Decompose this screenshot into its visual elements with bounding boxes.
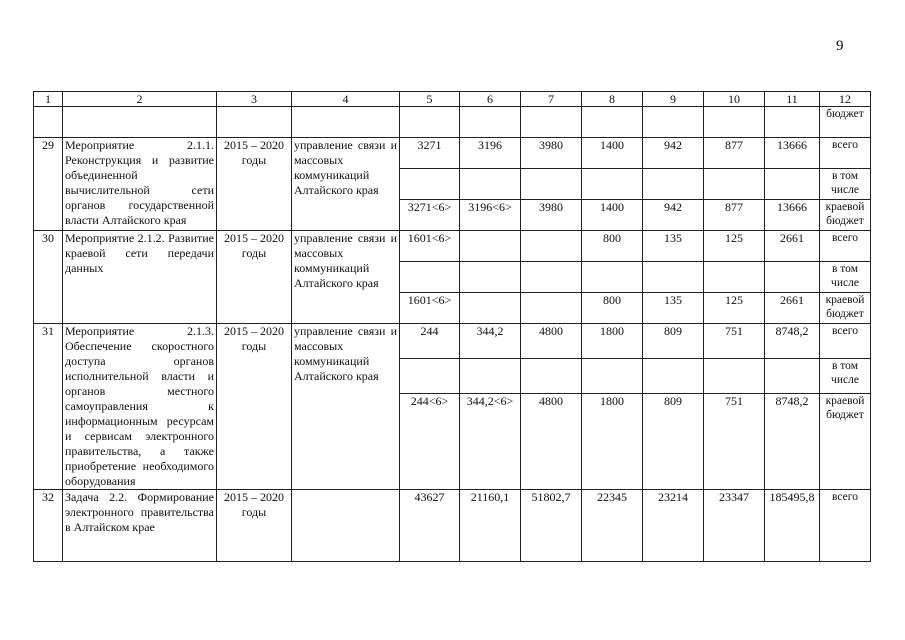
cell-value: [460, 262, 521, 293]
table-row: [34, 490, 871, 562]
cell-funding-type: краевой бюджет: [820, 293, 871, 324]
cell-period: 2015 – 2020 годы: [217, 138, 292, 231]
cell-funding-type: всего: [820, 324, 871, 359]
cell-executor: управление связи и массовых коммуникаций Алтайского края: [292, 138, 400, 231]
cell-value: 3196: [460, 138, 521, 169]
column-header: 8: [582, 92, 643, 107]
cell-value: [765, 169, 820, 200]
cell-empty: [521, 107, 582, 138]
cell-funding-type: в том числе: [820, 262, 871, 293]
cell-value: 135: [643, 293, 704, 324]
cell-value: [400, 169, 460, 200]
cell-executor: управление связи и массовых коммуникаций Алтайского края: [292, 231, 400, 324]
table-row: [34, 138, 871, 169]
page-number: 9: [836, 38, 844, 54]
cell-empty: [582, 107, 643, 138]
table-row: [34, 324, 871, 359]
cell-value: 344,2: [460, 324, 521, 359]
cell-value: 185495,8: [765, 490, 820, 562]
cell-value: [582, 169, 643, 200]
cell-value: 809: [643, 324, 704, 359]
cell-value: 1400: [582, 200, 643, 231]
cell-empty: [63, 107, 217, 138]
cell-row-number: 31: [34, 324, 63, 490]
cell-value: 21160,1: [460, 490, 521, 562]
cell-funding-type: бюджет: [820, 107, 871, 138]
cell-activity-name: Мероприятие 2.1.1. Реконструкция и развитие объединенной вычислительной сети органов государственной власти Алтайского края: [63, 138, 217, 231]
cell-value: [460, 358, 521, 393]
cell-value: 751: [704, 324, 765, 359]
cell-value: 877: [704, 200, 765, 231]
cell-value: 51802,7: [521, 490, 582, 562]
cell-value: 125: [704, 231, 765, 262]
cell-value: [460, 231, 521, 262]
cell-funding-type: всего: [820, 490, 871, 562]
cell-value: 3196<6>: [460, 200, 521, 231]
cell-value: [400, 358, 460, 393]
cell-value: 877: [704, 138, 765, 169]
cell-value: 3980: [521, 200, 582, 231]
cell-value: 23347: [704, 490, 765, 562]
cell-value: 135: [643, 231, 704, 262]
header-row: [34, 92, 871, 107]
cell-value: 8748,2: [765, 324, 820, 359]
cell-value: [643, 169, 704, 200]
cell-value: 800: [582, 231, 643, 262]
cell-value: [521, 169, 582, 200]
cell-value: 1601<6>: [400, 293, 460, 324]
cell-value: [521, 262, 582, 293]
column-header: 12: [820, 92, 871, 107]
column-header: 10: [704, 92, 765, 107]
cell-value: 2661: [765, 293, 820, 324]
cell-period: 2015 – 2020 годы: [217, 324, 292, 490]
cell-value: 942: [643, 138, 704, 169]
cell-value: 125: [704, 293, 765, 324]
cell-value: 942: [643, 200, 704, 231]
cell-empty: [34, 107, 63, 138]
cell-value: [765, 262, 820, 293]
cell-empty: [217, 107, 292, 138]
cell-empty: [643, 107, 704, 138]
cell-value: [521, 358, 582, 393]
cell-period: 2015 – 2020 годы: [217, 231, 292, 324]
cell-value: 3271: [400, 138, 460, 169]
cell-value: [704, 358, 765, 393]
cell-value: [704, 262, 765, 293]
cell-value: 244: [400, 324, 460, 359]
cell-value: 4800: [521, 393, 582, 489]
cell-empty: [400, 107, 460, 138]
cell-activity-name: Мероприятие 2.1.2. Развитие краевой сети передачи данных: [63, 231, 217, 324]
cell-value: 8748,2: [765, 393, 820, 489]
cell-empty: [765, 107, 820, 138]
cell-value: [460, 293, 521, 324]
column-header: 1: [34, 92, 63, 107]
cell-funding-type: в том числе: [820, 169, 871, 200]
cell-value: 43627: [400, 490, 460, 562]
cell-row-number: 32: [34, 490, 63, 562]
cell-value: [400, 262, 460, 293]
budget-table: [33, 91, 871, 562]
cell-value: 1800: [582, 393, 643, 489]
cell-value: [704, 169, 765, 200]
cell-executor: управление связи и массовых коммуникаций Алтайского края: [292, 324, 400, 490]
cell-value: 3980: [521, 138, 582, 169]
cell-period: 2015 – 2020 годы: [217, 490, 292, 562]
cell-value: 22345: [582, 490, 643, 562]
cell-value: [521, 231, 582, 262]
cell-activity-name: Задача 2.2. Формирование электронного правительства в Алтайском крае: [63, 490, 217, 562]
cell-funding-type: краевой бюджет: [820, 200, 871, 231]
cell-value: 4800: [521, 324, 582, 359]
cell-row-number: 30: [34, 231, 63, 324]
cell-value: 344,2<6>: [460, 393, 521, 489]
cell-value: [643, 358, 704, 393]
cell-value: 23214: [643, 490, 704, 562]
cell-empty: [704, 107, 765, 138]
cell-funding-type: всего: [820, 138, 871, 169]
cell-executor: [292, 490, 400, 562]
cell-value: [582, 358, 643, 393]
table-row: [34, 231, 871, 262]
column-header: 6: [460, 92, 521, 107]
cell-value: 13666: [765, 138, 820, 169]
continuation-row: [34, 107, 871, 138]
cell-funding-type: краевой бюджет: [820, 393, 871, 489]
cell-value: 800: [582, 293, 643, 324]
cell-empty: [292, 107, 400, 138]
column-header: 11: [765, 92, 820, 107]
cell-value: 2661: [765, 231, 820, 262]
column-header: 9: [643, 92, 704, 107]
cell-funding-type: всего: [820, 231, 871, 262]
column-header: 4: [292, 92, 400, 107]
cell-value: 751: [704, 393, 765, 489]
cell-value: [460, 169, 521, 200]
cell-value: 13666: [765, 200, 820, 231]
cell-value: 1400: [582, 138, 643, 169]
column-header: 5: [400, 92, 460, 107]
cell-value: 1800: [582, 324, 643, 359]
cell-value: [643, 262, 704, 293]
column-header: 2: [63, 92, 217, 107]
cell-funding-type: в том числе: [820, 358, 871, 393]
cell-value: 809: [643, 393, 704, 489]
cell-activity-name: Мероприятие 2.1.3. Обеспечение скоростного доступа органов исполнительной власти и органов местного самоуправления к информационным ресурсам и сервисам электронного правительства, а также приобретение необходимого оборудования: [63, 324, 217, 490]
cell-value: [582, 262, 643, 293]
cell-value: 1601<6>: [400, 231, 460, 262]
column-header: 3: [217, 92, 292, 107]
cell-value: [521, 293, 582, 324]
cell-value: [765, 358, 820, 393]
cell-value: 3271<6>: [400, 200, 460, 231]
cell-empty: [460, 107, 521, 138]
cell-value: 244<6>: [400, 393, 460, 489]
column-header: 7: [521, 92, 582, 107]
cell-row-number: 29: [34, 138, 63, 231]
